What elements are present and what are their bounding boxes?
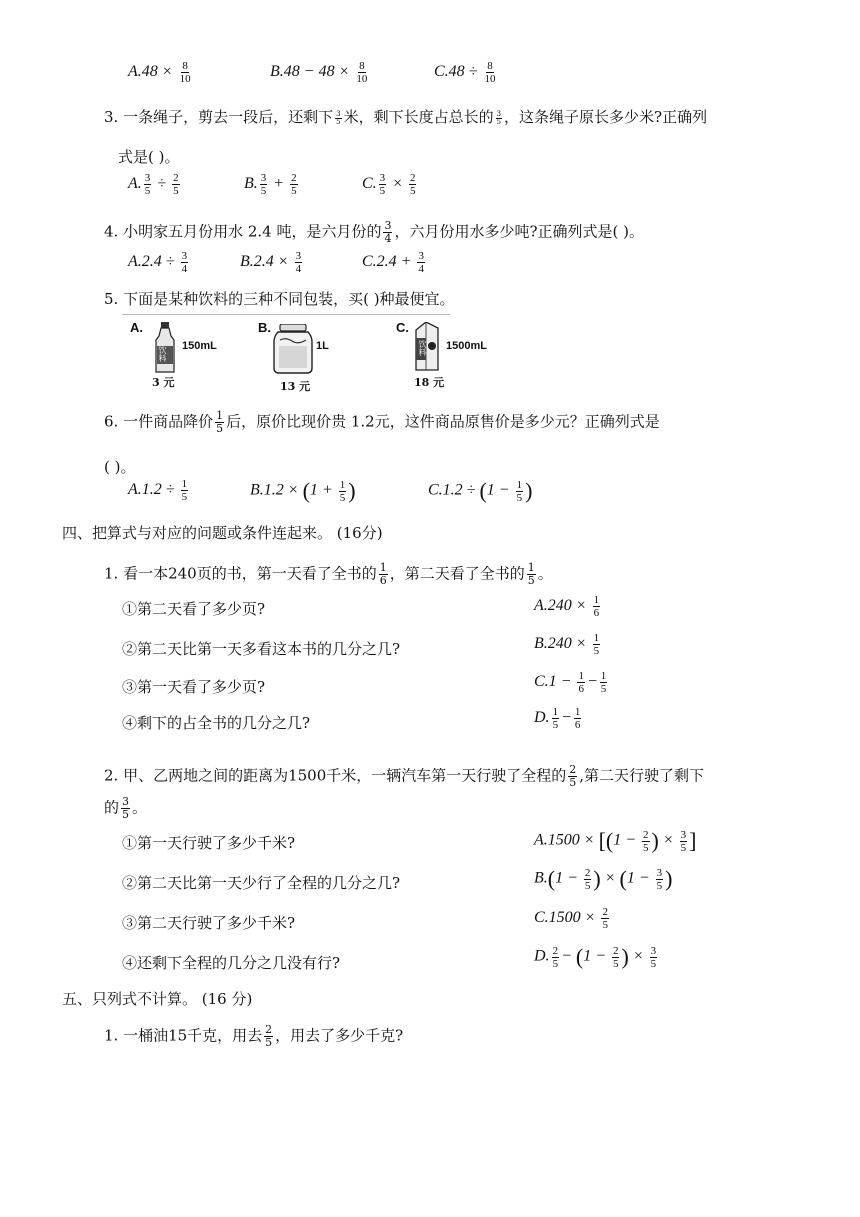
q6-text: 6. 一件商品降价 $\frac{1}{5}$ 后，原价比现价贵 1.2元，这件商品原售价是多少元？正确列式是	[104, 409, 660, 435]
q6-option-c: C.1.2 ÷ (1 − $\frac{1}{5}$ )	[428, 478, 533, 504]
q5-text: 5. 下面是某种饮料的三种不同包装，买( )种最便宜。	[104, 290, 455, 308]
sec4-p2-answer-d: D. $\frac{2}{5}$ − (1 − $\frac{2}{5}$ ) × $\frac{3}{5}$	[534, 944, 657, 970]
sec4-p1-answer-d: D. $\frac{1}{5}$ − $\frac{1}{6}$	[534, 706, 581, 731]
sec4-p1-answer-b: B.240 × $\frac{1}{5}$	[534, 632, 600, 657]
q5-divider	[122, 314, 450, 315]
q3-option-c: C. $\frac{3}{5}$ × $\frac{2}{5}$	[362, 172, 416, 197]
sec4-p2-question-4: ④还剩下全程的几分之几没有行?	[122, 954, 341, 972]
package-a-price: 3 元	[152, 376, 175, 389]
package-a-label: 饮料	[158, 346, 167, 362]
package-b-price: 13 元	[280, 380, 311, 393]
top-option-a: A.48 × $\frac{8}{10}$	[128, 60, 191, 85]
q3-line2: 式是( )。	[118, 148, 180, 166]
q4-option-c: C.2.4 + $\frac{3}{4}$	[362, 250, 424, 275]
jar-icon	[272, 324, 314, 374]
sec4-p2-question-3: ③第二天行驶了多少千米?	[122, 914, 296, 932]
package-a-volume: 150mL	[182, 340, 217, 352]
top-option-b: B.48 − 48 × $\frac{8}{10}$	[270, 60, 368, 85]
sec4-p1-question-4: ④剩下的占全书的几分之几?	[122, 714, 311, 732]
q4-option-b: B.2.4 × $\frac{3}{4}$	[240, 250, 302, 275]
q6-option-a: A.1.2 ÷ $\frac{1}{5}$	[128, 478, 188, 503]
package-b-letter: B.	[258, 320, 271, 335]
sec4-p1-text: 1. 看一本240页的书，第一天看了全书的 $\frac{1}{6}$ ，第二天看了全书的 $\frac{1}{5}$ 。	[104, 561, 553, 587]
sec4-p1-answer-c: C.1 − $\frac{1}{6}$ − $\frac{1}{5}$	[534, 670, 607, 695]
sec5-q1: 1. 一桶油15千克，用去 $\frac{2}{5}$ ，用去了多少千克?	[104, 1023, 404, 1049]
sec4-p2-question-1: ①第一天行驶了多少千米?	[122, 834, 296, 852]
sec4-p1-answer-a: A.240 × $\frac{1}{6}$	[534, 594, 600, 619]
q3-line1: 3. 一条绳子，剪去一段后，还剩下 $\frac{3}{5}$ 米，剩下长度占总长的 $\frac{3}{5}$ ，这条绳子原长多少米?正确列	[104, 108, 708, 126]
carton-icon	[412, 322, 442, 372]
q3-option-a: A. $\frac{3}{5}$ ÷ $\frac{2}{5}$	[128, 172, 179, 197]
package-b-volume: 1L	[316, 340, 329, 352]
sec4-p1-question-1: ①第二天看了多少页?	[122, 600, 266, 618]
sec4-p2-line1: 2. 甲、乙两地之间的距离为1500千米，一辆汽车第一天行驶了全程的 $\frac{2}{5}$ ,第二天行驶了剩下	[104, 763, 705, 789]
q6-line2: ( )。	[104, 458, 136, 476]
q4-text: 4. 小明家五月份用水 2.4 吨，是六月份的 $\frac{3}{4}$ ，六月份用水多少吨?正确列式是( )。	[104, 219, 645, 245]
section-5-title: 五、只列式不计算。 (16 分)	[62, 990, 253, 1008]
sec4-p2-line2: 的 $\frac{3}{5}$ 。	[104, 795, 148, 821]
sec4-p1-question-3: ③第一天看了多少页?	[122, 678, 266, 696]
q3-option-b: B. $\frac{3}{5}$ + $\frac{2}{5}$	[244, 172, 297, 197]
top-option-c: C.48 ÷ $\frac{8}{10}$	[434, 60, 496, 85]
package-c-price: 18 元	[414, 376, 445, 389]
sec4-p1-question-2: ②第二天比第一天多看这本书的几分之几?	[122, 640, 401, 658]
package-c-volume: 1500mL	[446, 340, 487, 352]
section-4-title: 四、把算式与对应的问题或条件连起来。 (16分)	[62, 524, 383, 542]
sec4-p2-question-2: ②第二天比第一天少行了全程的几分之几?	[122, 874, 401, 892]
package-c-label: 饮料	[418, 340, 427, 356]
q4-option-a: A.2.4 ÷ $\frac{3}{4}$	[128, 250, 188, 275]
package-a-letter: A.	[130, 320, 143, 335]
sec4-p2-answer-b: B.(1 − $\frac{2}{5}$ ) × (1 − $\frac{3}{5}$ )	[534, 866, 673, 892]
package-c-letter: C.	[396, 320, 409, 335]
sec4-p2-answer-c: C.1500 × $\frac{2}{5}$	[534, 906, 608, 931]
q6-option-b: B.1.2 × (1 + $\frac{1}{5}$ )	[250, 478, 356, 504]
sec4-p2-answer-a: A.1500 × [(1 − $\frac{2}{5}$ ) × $\frac{3}{5}$ ]	[534, 828, 697, 854]
